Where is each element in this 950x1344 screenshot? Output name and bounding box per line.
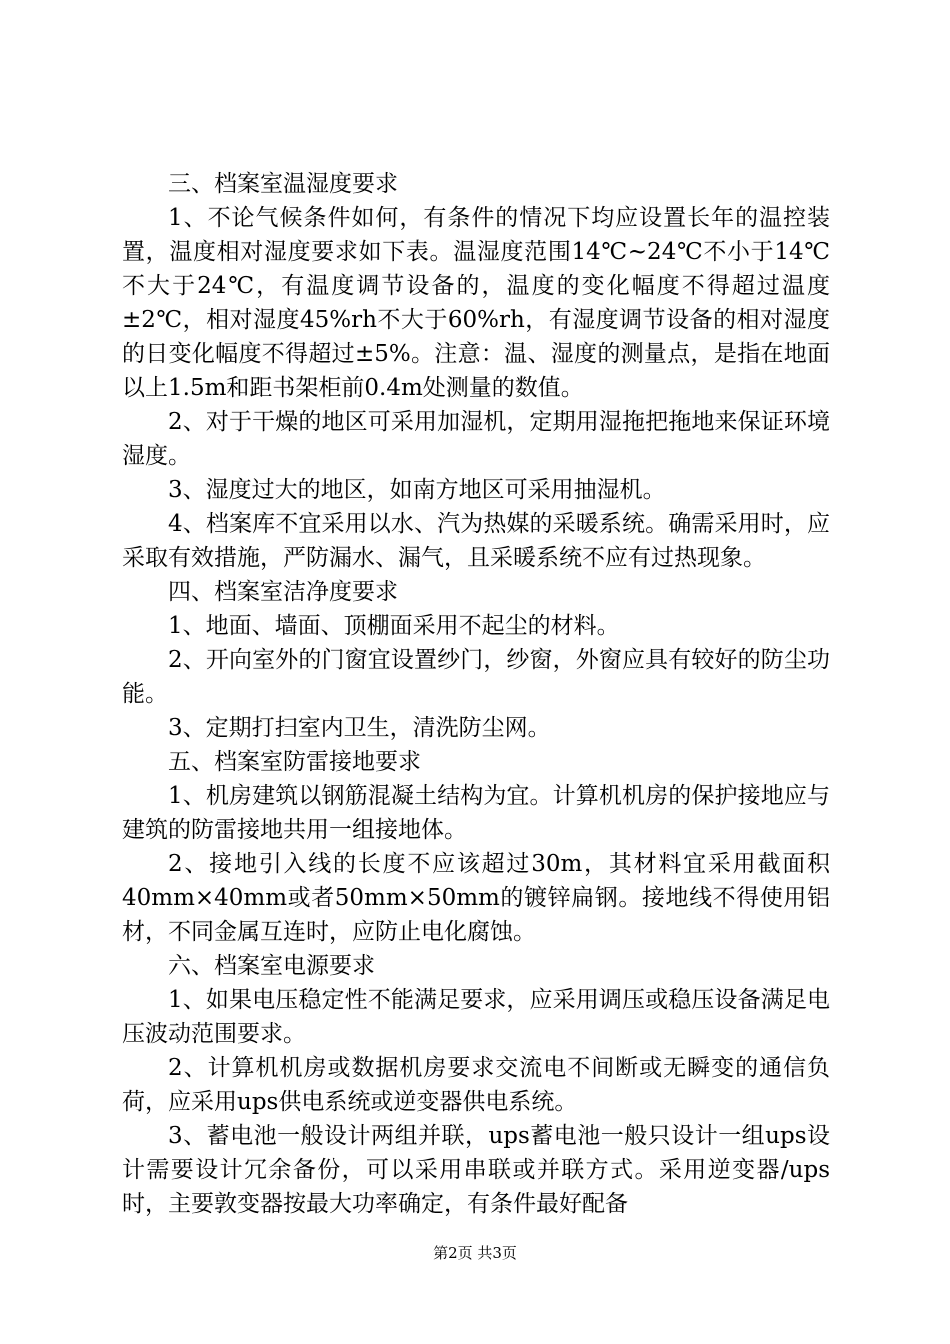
section-heading-lightning-grounding: 五、档案室防雷接地要求 [168, 749, 421, 775]
paragraph: 2、开向室外的门窗宜设置纱门，纱窗，外窗应具有较好的防尘功能。 [122, 647, 830, 707]
paragraph: 3、定期打扫室内卫生，清洗防尘网。 [168, 715, 551, 741]
section-heading-cleanliness: 四、档案室洁净度要求 [168, 579, 398, 605]
paragraph: 3、湿度过大的地区，如南方地区可采用抽湿机。 [168, 477, 666, 503]
paragraph: 3、蓄电池一般设计两组并联，ups蓄电池一般只设计一组ups设计需要设计冗余备份，可以采用串联或并联方式。采用逆变器/ups时，主要敦变器按最大功率确定，有条件最好配备 [122, 1123, 830, 1217]
paragraph: 1、如果电压稳定性不能满足要求，应采用调压或稳压设备满足电压波动范围要求。 [122, 987, 830, 1047]
page-number-footer: 第2页 共3页 [433, 1244, 517, 1262]
paragraph: 2、计算机机房或数据机房要求交流电不间断或无瞬变的通信负荷，应采用ups供电系统或逆变器供电系统。 [122, 1055, 830, 1115]
paragraph: 2、接地引入线的长度不应该超过30m，其材料宜采用截面积40mm×40mm或者50mm×50mm的镀锌扁钢。接地线不得使用铝材，不同金属互连时，应防止电化腐蚀。 [122, 851, 830, 945]
paragraph: 2、对于干燥的地区可采用加湿机，定期用湿拖把拖地来保证环境湿度。 [122, 409, 830, 469]
section-heading-power-supply: 六、档案室电源要求 [168, 953, 375, 979]
paragraph: 1、不论气候条件如何，有条件的情况下均应设置长年的温控装置，温度相对湿度要求如下表。温湿度范围14℃~24℃不小于14℃不大于24℃，有温度调节设备的，温度的变化幅度不得超过温度±2℃，相对湿度45%rh不大于60%rh，有湿度调节设备的相对湿度的日变化幅度不得超过±5%。注意：温、湿度的测量点，是指在地面以上1.5m和距书架柜前0.4m处测量的数值。 [122, 205, 830, 401]
document-body [122, 167, 830, 1221]
paragraph: 1、地面、墙面、顶棚面采用不起尘的材料。 [168, 613, 620, 639]
paragraph: 4、档案库不宜采用以水、汽为热媒的采暖系统。确需采用时，应采取有效措施，严防漏水、漏气，且采暖系统不应有过热现象。 [122, 511, 830, 571]
section-heading-temperature-humidity: 三、档案室温湿度要求 [168, 171, 398, 197]
paragraph: 1、机房建筑以钢筋混凝土结构为宜。计算机机房的保护接地应与建筑的防雷接地共用一组接地体。 [122, 783, 830, 843]
